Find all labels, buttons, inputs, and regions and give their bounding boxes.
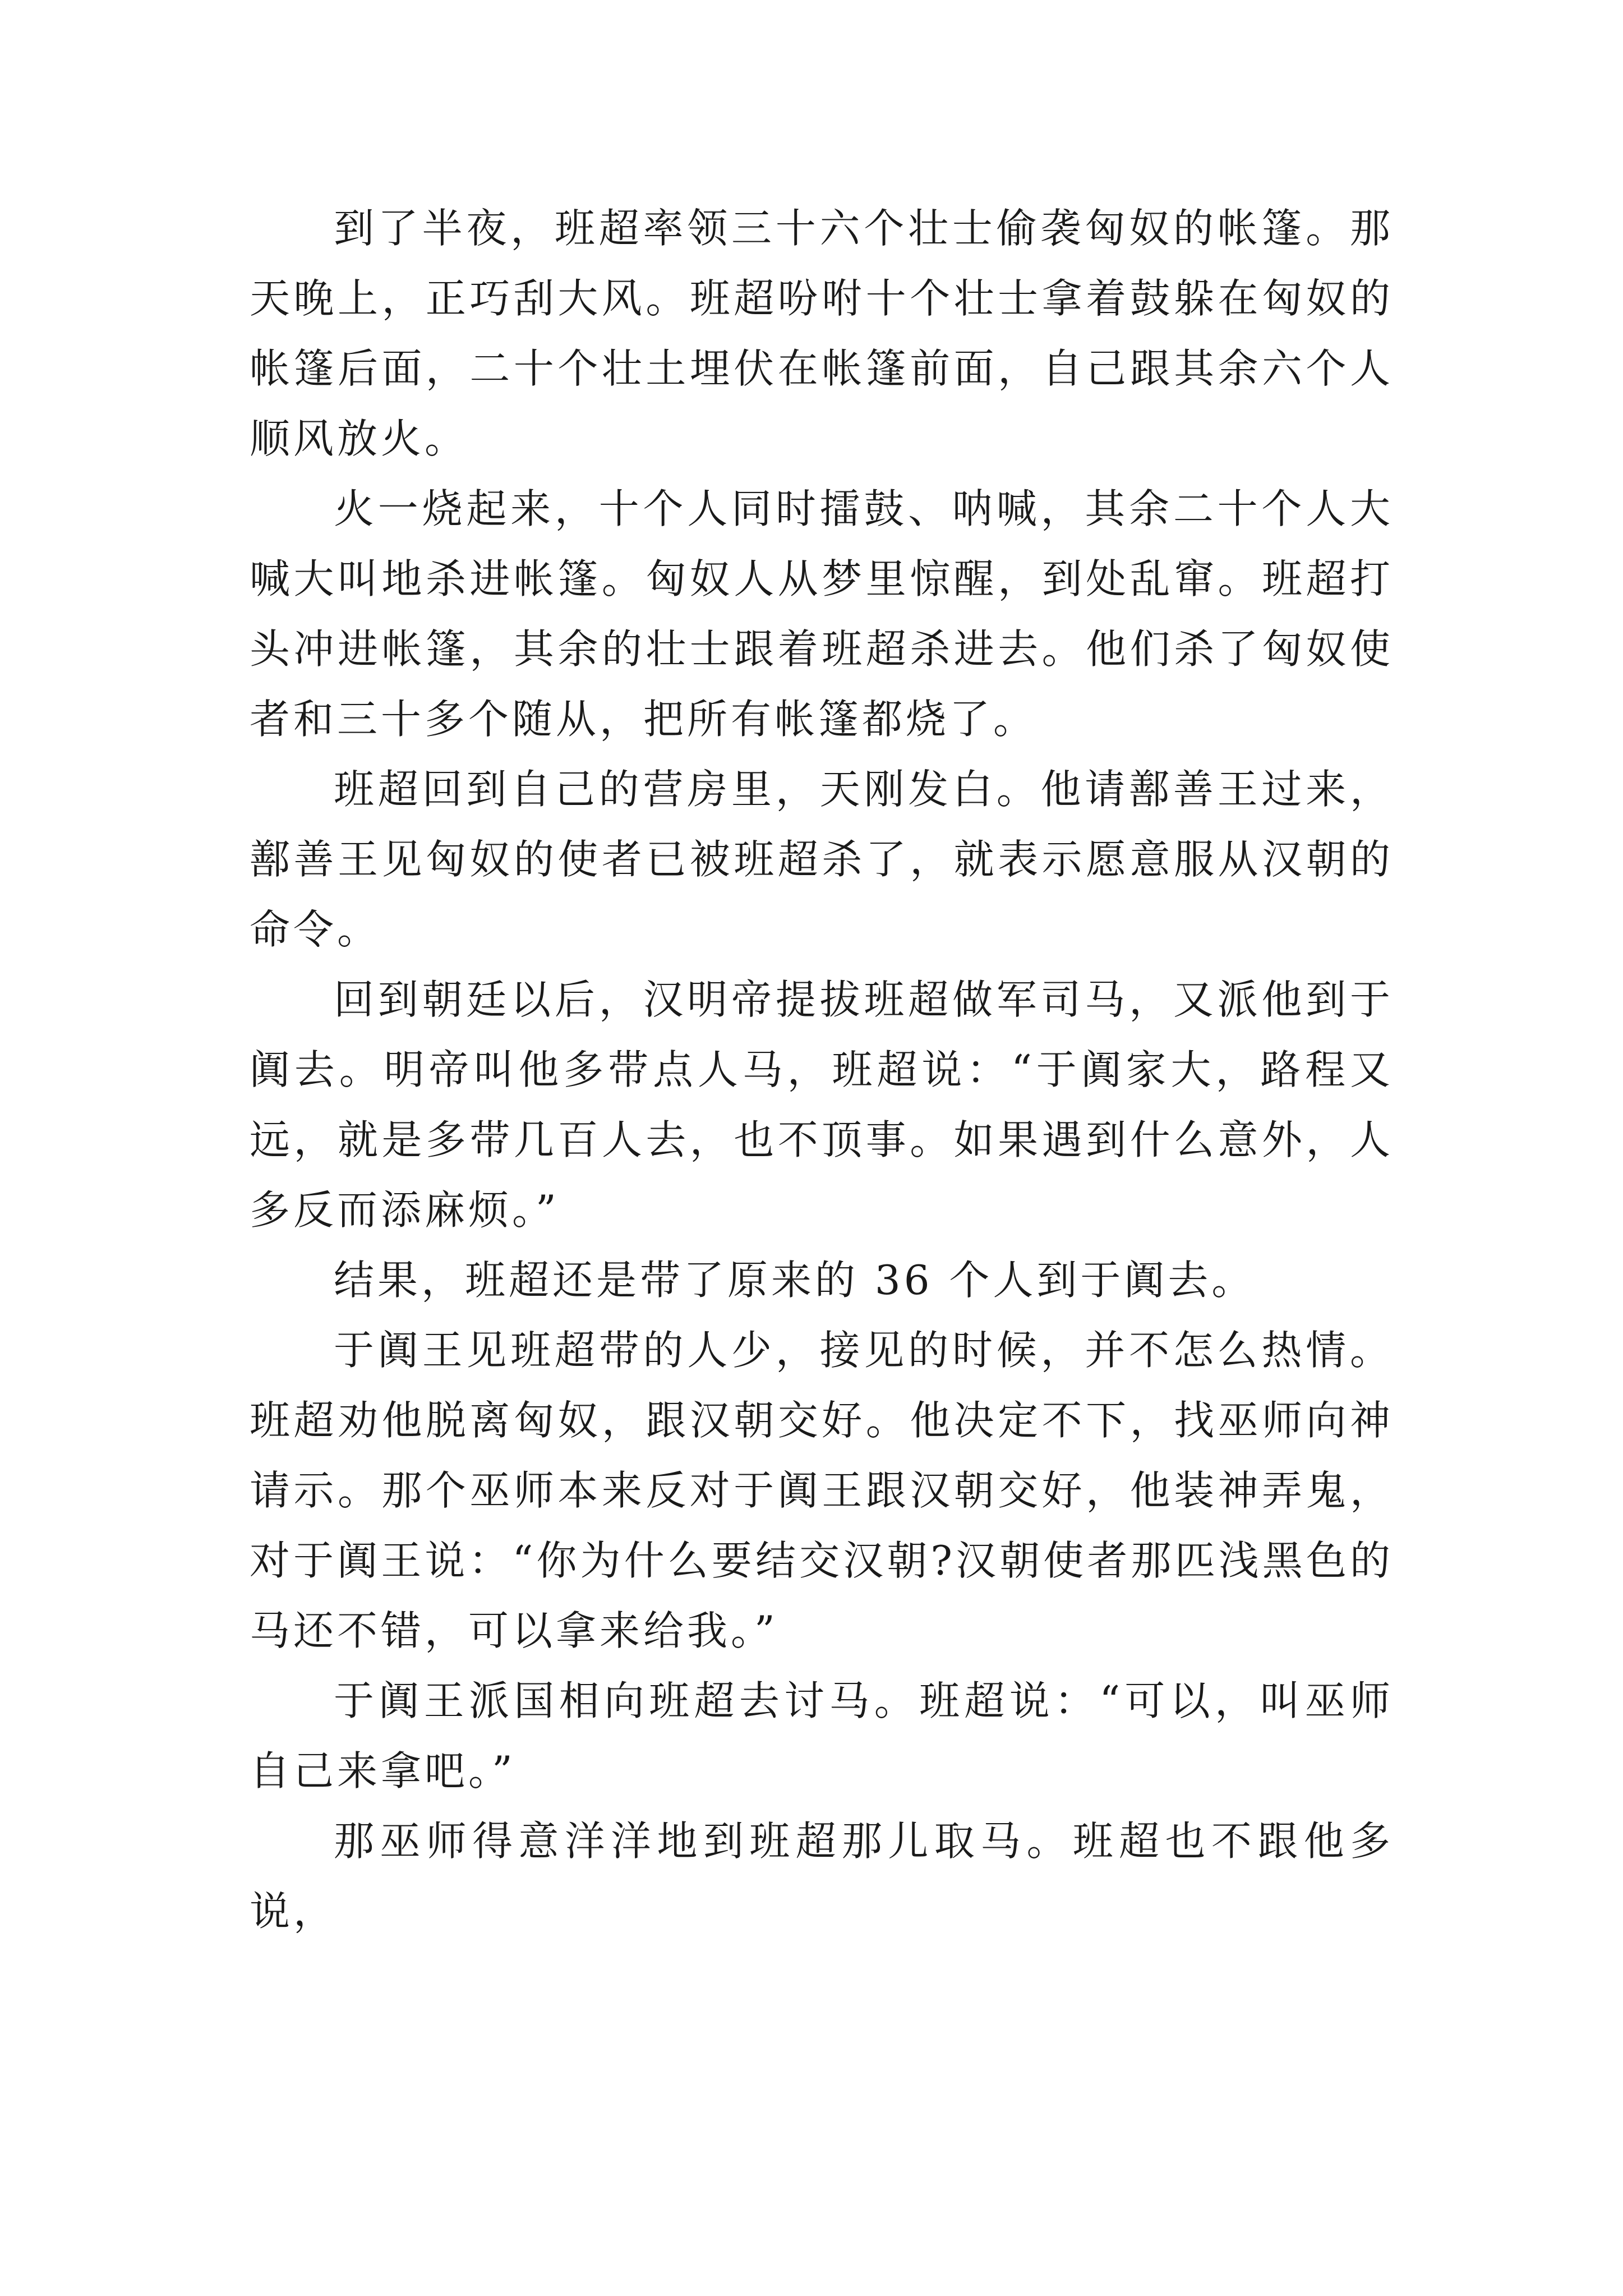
paragraph-4: 回到朝廷以后，汉明帝提拔班超做军司马，又派他到于阗去。明帝叫他多带点人马，班超说：“于阗家大，路程又远，就是多带几百人去，也不顶事。如果遇到什么意外，人多反而添麻烦。” — [250, 976, 1394, 1234]
paragraph-7: 于阗王派国相向班超去讨马。班超说：“可以，叫巫师自己来拿吧。” — [250, 1677, 1394, 1795]
paragraph-3: 班超回到自己的营房里，天刚发白。他请鄯善王过来，鄯善王见匈奴的使者已被班超杀了，就表示愿意服从汉朝的命令。 — [250, 766, 1394, 953]
document-body — [250, 194, 1394, 1947]
paragraph-5: 结果，班超还是带了原来的 36 个人到于阗去。 — [334, 1257, 1256, 1304]
paragraph-8: 那巫师得意洋洋地到班超那儿取马。班超也不跟他多说， — [250, 1818, 1394, 1935]
paragraph-2: 火一烧起来，十个人同时擂鼓、呐喊，其余二十个人大喊大叫地杀进帐篷。匈奴人从梦里惊醒，到处乱窜。班超打头冲进帐篷，其余的壮士跟着班超杀进去。他们杀了匈奴使者和三十多个随从，把所有帐篷都烧了。 — [250, 485, 1394, 743]
paragraph-6: 于阗王见班超带的人少，接见的时候，并不怎么热情。班超劝他脱离匈奴，跟汉朝交好。他决定不下，找巫师向神请示。那个巫师本来反对于阗王跟汉朝交好，他装神弄鬼，对于阗王说：“你为什么要结交汉朝?汉朝使者那匹浅黑色的马还不错，可以拿来给我。” — [250, 1327, 1394, 1654]
paragraph-1: 到了半夜，班超率领三十六个壮士偷袭匈奴的帐篷。那天晚上，正巧刮大风。班超吩咐十个壮士拿着鼓躲在匈奴的帐篷后面，二十个壮土埋伏在帐篷前面，自己跟其余六个人顺风放火。 — [250, 205, 1394, 462]
